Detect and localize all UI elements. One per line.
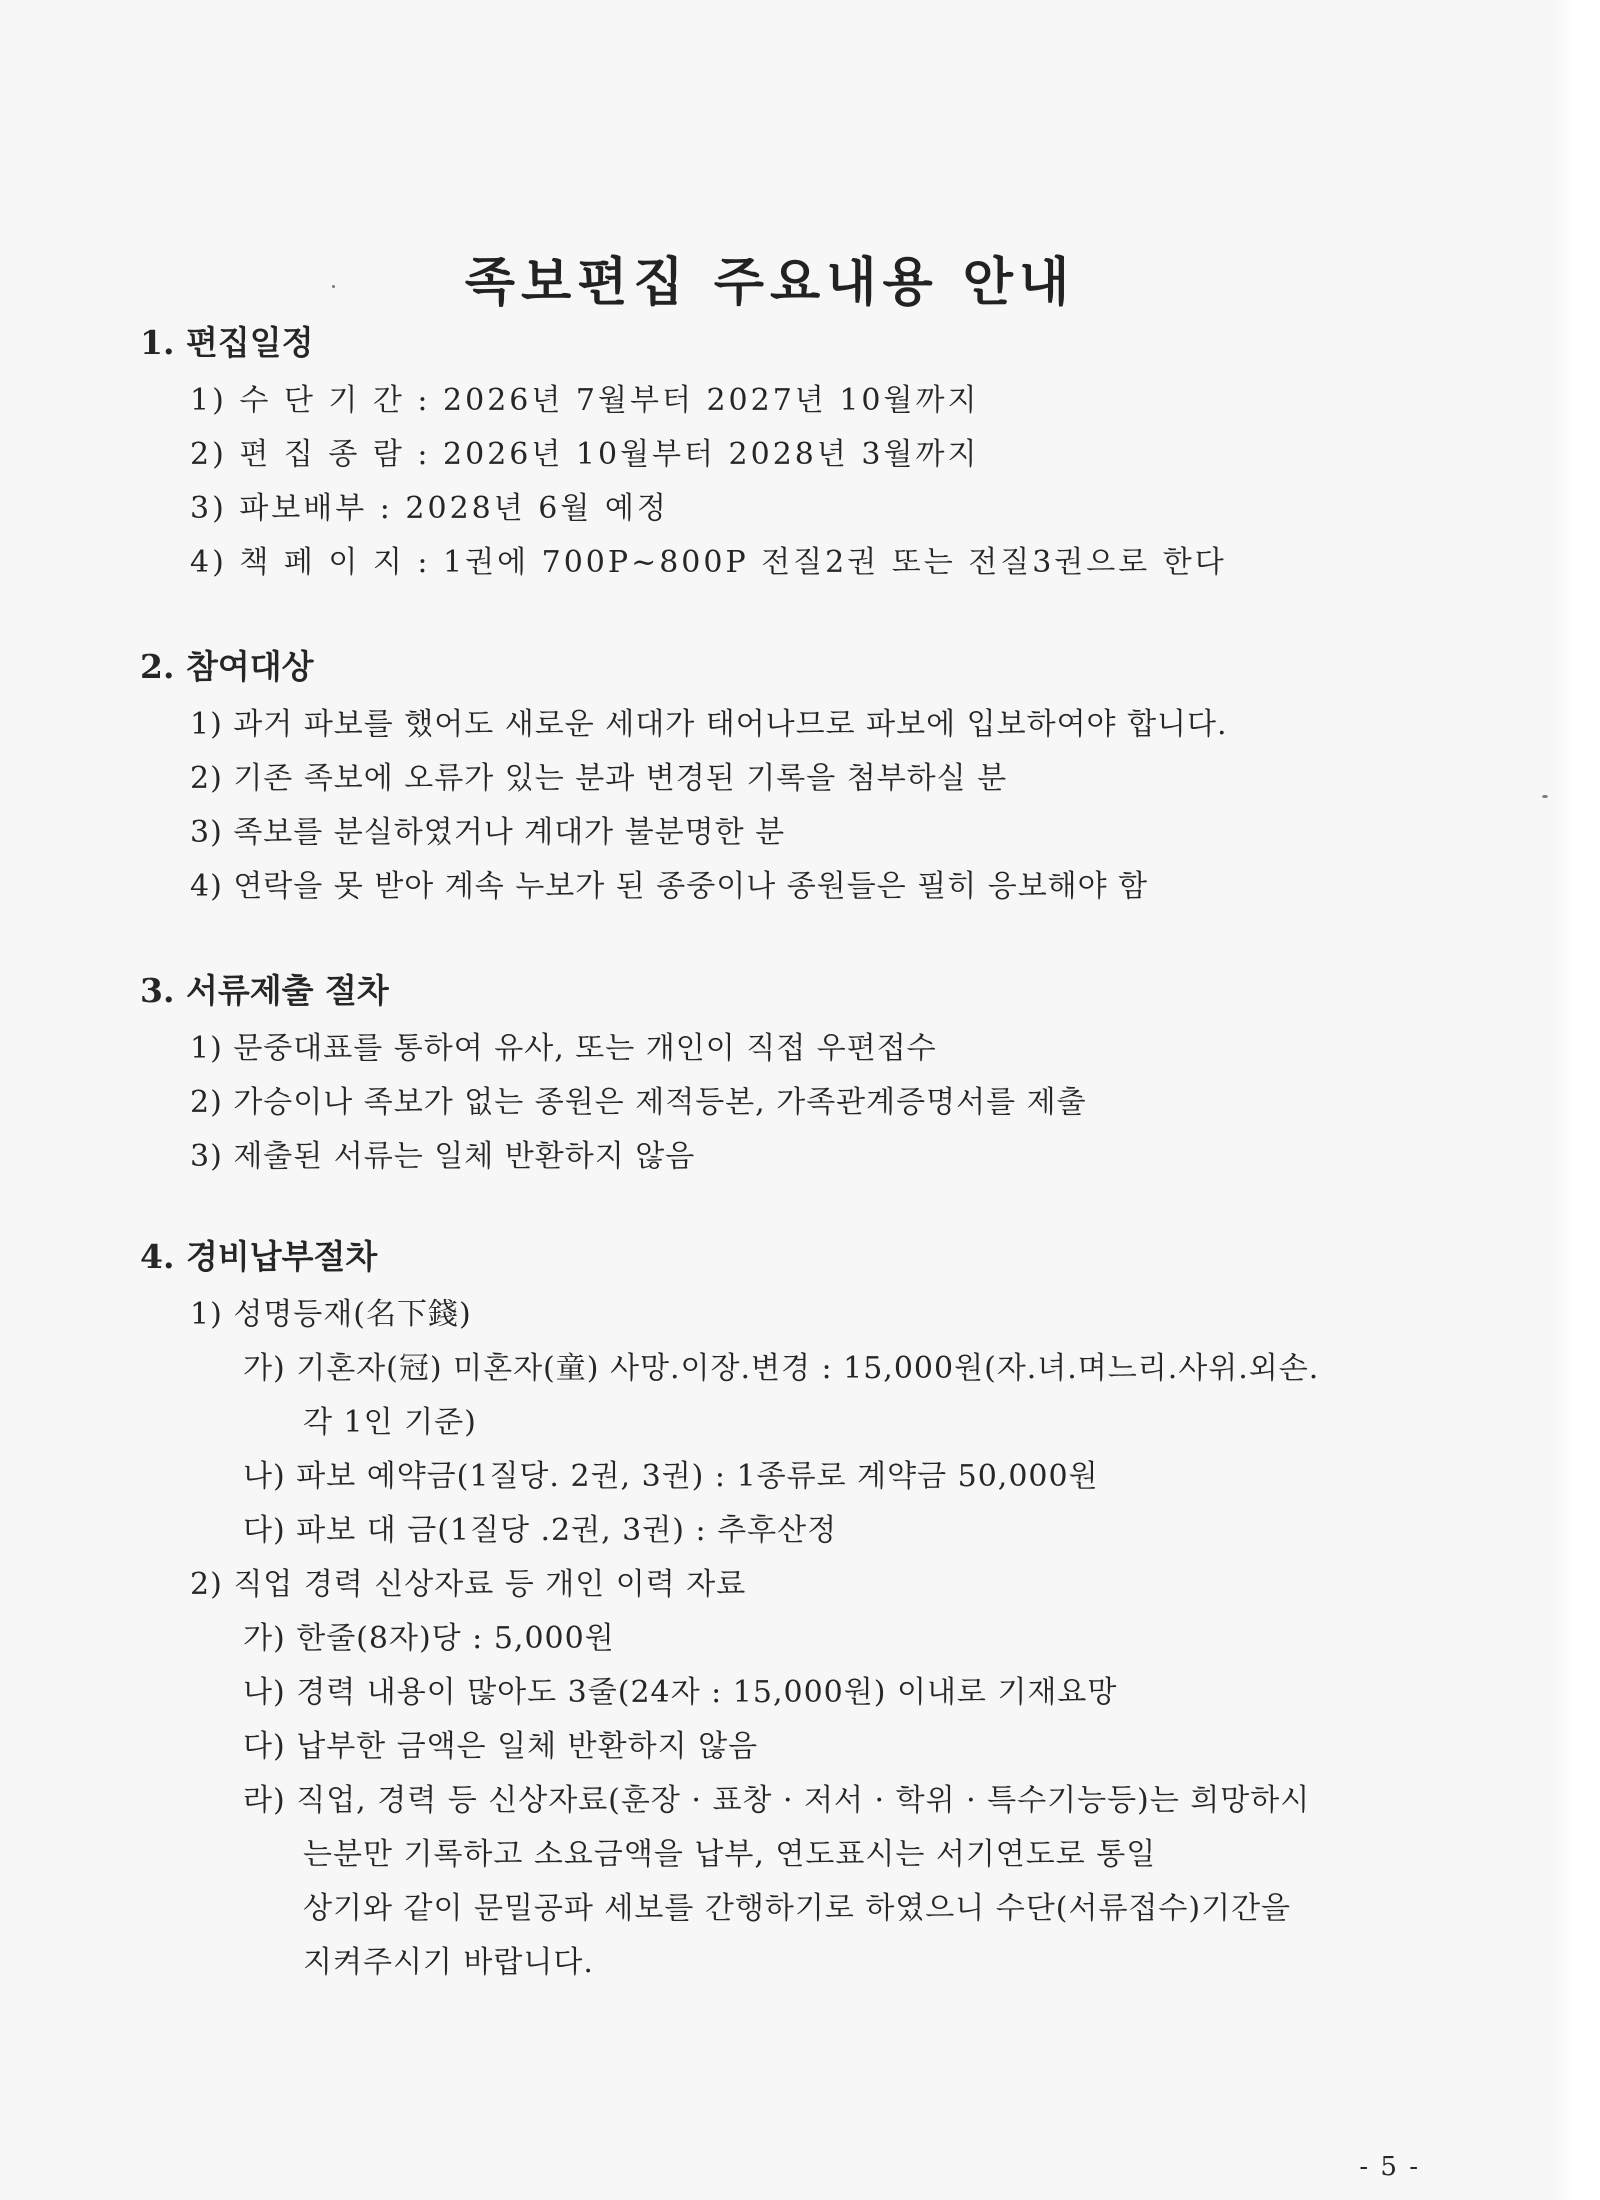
sub-item: 가) 기혼자(冠) 미혼자(童) 사망.이장.변경 : 15,000원(자.녀.며느리.사위.외손. [243, 1351, 1320, 1386]
list-item: 3) 파보배부 : 2028년 6월 예정 [190, 491, 669, 526]
closing-note: 상기와 같이 문밀공파 세보를 간행하기로 하였으니 수단(서류접수)기간을 [303, 1891, 1292, 1926]
list-item: 2) 가승이나 족보가 없는 종원은 제적등본, 가족관계증명서를 제출 [190, 1085, 1087, 1120]
section-participants [140, 642, 1420, 914]
section-heading: 2. 참여대상 [140, 647, 314, 686]
section-heading: 1. 편집일정 [140, 323, 314, 362]
scan-edge [1556, 0, 1600, 2200]
section-payment-procedure [140, 1232, 1420, 1990]
list-item: 1) 수 단 기 간 : 2026년 7월부터 2027년 10월까지 [190, 383, 980, 418]
section-document-submission [140, 966, 1420, 1184]
sub-item: 나) 파보 예약금(1질당. 2권, 3권) : 1종류로 계약금 50,000원 [243, 1459, 1099, 1494]
scan-speck [332, 285, 335, 288]
sub-item: 가) 한줄(8자)당 : 5,000원 [243, 1621, 615, 1656]
list-item: 1) 문중대표를 통하여 유사, 또는 개인이 직접 우편접수 [190, 1031, 937, 1066]
list-item: 1) 성명등재(名下錢) [190, 1297, 472, 1332]
list-item: 2) 기존 족보에 오류가 있는 분과 변경된 기록을 첨부하실 분 [190, 761, 1008, 796]
list-item: 3) 족보를 분실하였거나 계대가 불분명한 분 [190, 815, 786, 850]
list-item: 4) 책 페 이 지 : 1권에 700P~800P 전질2권 또는 전질3권으로 한다 [190, 545, 1227, 580]
section-heading: 3. 서류제출 절차 [140, 971, 389, 1010]
sub-item-continuation: 는분만 기록하고 소요금액을 납부, 연도표시는 서기연도로 통일 [303, 1837, 1157, 1872]
list-item: 3) 제출된 서류는 일체 반환하지 않음 [190, 1139, 696, 1174]
sub-item: 라) 직업, 경력 등 신상자료(훈장 · 표창 · 저서 · 학위 · 특수기능등)는 희망하시 [243, 1783, 1311, 1818]
sub-item: 나) 경력 내용이 많아도 3줄(24자 : 15,000원) 이내로 기재요망 [243, 1675, 1118, 1710]
sub-item: 다) 납부한 금액은 일체 반환하지 않음 [243, 1729, 759, 1764]
list-item: 2) 직업 경력 신상자료 등 개인 이력 자료 [190, 1567, 747, 1602]
list-item: 4) 연락을 못 받아 계속 누보가 된 종중이나 종원들은 필히 응보해야 함 [190, 869, 1149, 904]
list-item: 2) 편 집 종 람 : 2026년 10월부터 2028년 3월까지 [190, 437, 980, 472]
closing-note: 지켜주시기 바랍니다. [303, 1945, 594, 1980]
section-heading: 4. 경비납부절차 [140, 1237, 378, 1276]
list-item: 1) 과거 파보를 했어도 새로운 세대가 태어나므로 파보에 입보하여야 합니다. [190, 707, 1228, 742]
sub-item: 다) 파보 대 금(1질당 .2권, 3권) : 추후산정 [243, 1513, 838, 1548]
document-title: 족보편집 주요내용 안내 [464, 252, 1076, 313]
sub-item-continuation: 각 1인 기준) [303, 1405, 477, 1440]
scan-speck [1542, 795, 1548, 798]
section-editing-schedule [140, 318, 1420, 590]
page-number: - 5 - [1359, 2152, 1420, 2182]
